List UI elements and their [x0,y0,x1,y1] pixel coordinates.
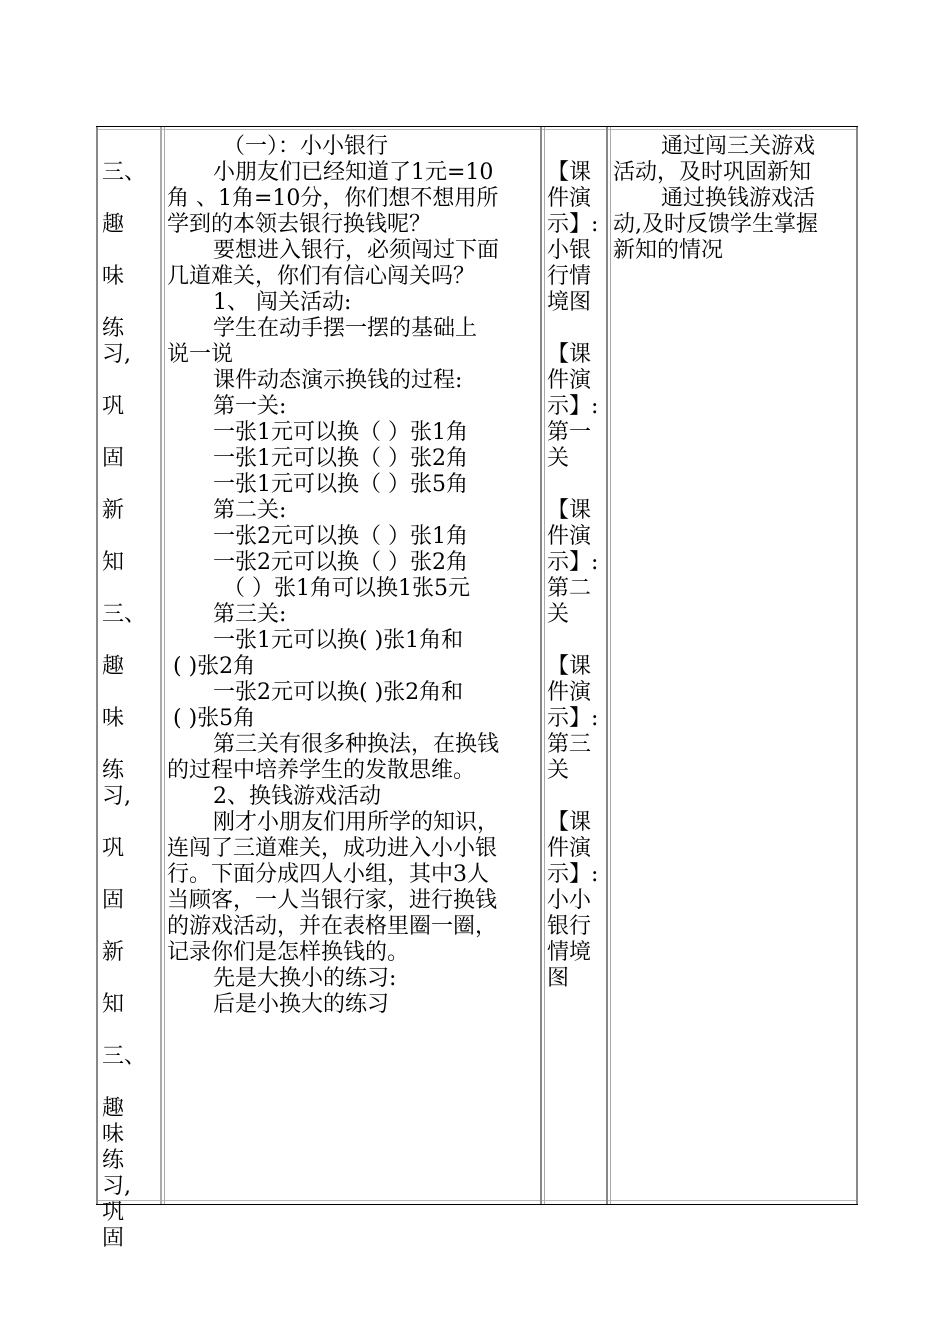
media-note: 第二 [547,576,592,601]
content-line: 说一说 [167,342,234,367]
stage-label: 习, [102,342,131,367]
stage-label: 三、 [102,160,147,185]
content-line: 课件动态演示换钱的过程: [213,368,463,393]
media-note: 银行 [547,914,592,939]
media-note: 件演 [547,836,592,861]
content-line: 几道难关，你们有信心闯关吗？ [167,264,476,289]
stage-label: 知 [102,992,125,1017]
stage-label: 知 [102,550,125,575]
media-note: 【课 [547,654,592,679]
stage-label: 习, [102,1174,131,1199]
content-line: 后是小换大的练习 [213,992,390,1017]
content-line: 连闯了三道难关，成功进入小小银 [167,836,498,861]
content-line: （一）：小小银行 [223,134,389,159]
stage-label: 练 [102,1148,125,1173]
stage-label: 巩 [102,836,125,861]
stage-label: 固 [102,446,125,471]
media-note: 示】: [547,706,599,731]
media-note: 【课 [547,342,592,367]
stage-column [96,127,162,1251]
media-note: 示】: [547,394,599,419]
stage-label: 趣 [102,1096,125,1121]
stage-label: 三、 [102,602,147,627]
content-line: 记录你们是怎样换钱的。 [167,940,410,965]
stage-label: 味 [102,706,125,731]
stage-label: 味 [102,264,125,289]
content-line: 一张1元可以换( )张1角和 [213,628,464,653]
content-line: 要想进入银行，必须闯过下面 [213,238,500,263]
media-note: 第三 [547,732,592,757]
content-line: 2、换钱游戏活动 [213,784,381,809]
content-line: 第三关有很多种换法，在换钱 [213,732,500,757]
media-note: 示】: [547,862,599,887]
stage-label: 固 [102,888,125,913]
content-line: 角 、1角=10分，你们想不想用所 [167,186,499,211]
media-note: 小小 [547,888,592,913]
lesson-table [96,126,858,1251]
content-line: ( )张2角 [173,654,256,679]
content-column [164,127,542,1204]
content-line: 一张2元可以换( )张2角和 [213,680,464,705]
media-note: 小银 [547,238,592,263]
stage-label: 新 [102,498,125,523]
stage-label: 巩 [102,394,125,419]
intent-line: 通过闯三关游戏 [661,134,816,159]
stage-label: 新 [102,940,125,965]
content-line: 的游戏活动，并在表格里圈一圈， [167,914,498,939]
media-note: 图 [547,966,570,991]
stage-label: 趣 [102,212,125,237]
media-note: 件演 [547,368,592,393]
content-line: 第二关: [213,498,287,523]
content-line: 的过程中培养学生的发散思维。 [167,758,476,783]
media-note: 关 [547,446,570,471]
content-line: 一张1元可以换（ ）张1角 [213,420,468,445]
media-note: 【课 [547,160,592,185]
media-note: 第一 [547,420,592,445]
content-line: 1、 闯关活动: [213,290,352,315]
content-line: 刚才小朋友们用所学的知识， [213,810,500,835]
content-line: 学到的本领去银行换钱呢？ [167,212,432,237]
intent-line: 动,及时反馈学生掌握 [613,212,818,237]
content-line: 一张2元可以换（ ）张2角 [213,550,468,575]
media-note: 关 [547,758,570,783]
content-line: ( )张5角 [173,706,256,731]
stage-label: 练 [102,316,125,341]
stage-label: 巩 [102,1200,125,1225]
stage-label: 习, [102,784,131,809]
content-line: 当顾客，一人当银行家，进行换钱 [167,888,498,913]
content-line: 第一关: [213,394,287,419]
intent-line: 新知的情况 [613,238,724,263]
media-note: 情境 [547,940,592,965]
intent-line: 活动，及时巩固新知 [613,160,812,185]
content-line: 一张2元可以换（ ）张1角 [213,524,468,549]
stage-label: 固 [102,1226,125,1251]
media-note: 【课 [547,498,592,523]
media-note: 示】: [547,550,599,575]
stage-label: 三、 [102,1044,147,1069]
media-note: 【课 [547,810,592,835]
stage-label: 味 [102,1122,125,1147]
content-line: 学生在动手摆一摆的基础上 [213,316,478,341]
content-line: 第三关: [213,602,287,627]
intent-column [610,127,858,1204]
stage-label: 练 [102,758,125,783]
content-line: 一张1元可以换（ ）张2角 [213,446,468,471]
content-line: （ ）张1角可以换1张5元 [223,576,470,601]
stage-label: 趣 [102,654,125,679]
media-column [544,127,608,1204]
media-note: 示】: [547,212,599,237]
content-line: 先是大换小的练习: [213,966,397,991]
media-note: 件演 [547,524,592,549]
intent-line: 通过换钱游戏活 [661,186,816,211]
media-note: 件演 [547,680,592,705]
media-note: 境图 [547,290,592,315]
media-note: 行情 [547,264,592,289]
content-line: 行。下面分成四人小组，其中3人 [167,862,489,887]
content-line: 小朋友们已经知道了1元=10 [213,160,494,185]
content-line: 一张1元可以换（ ）张5角 [213,472,468,497]
media-note: 关 [547,602,570,627]
media-note: 件演 [547,186,592,211]
